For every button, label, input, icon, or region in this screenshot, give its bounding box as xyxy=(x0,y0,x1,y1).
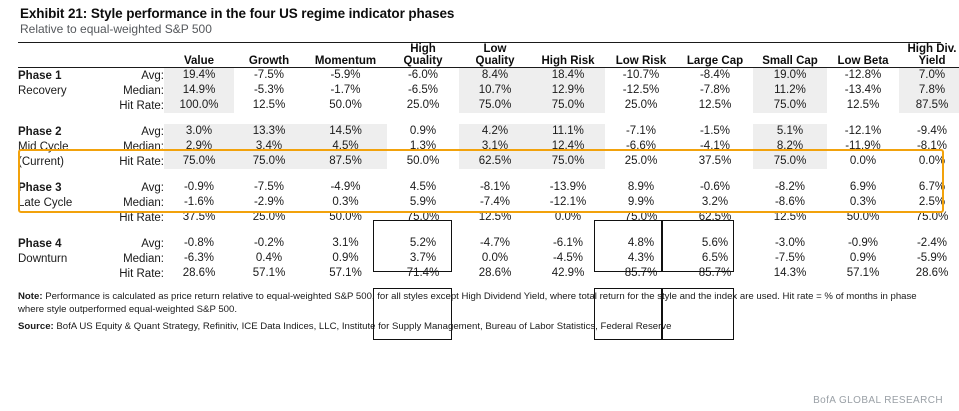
cell-p2-avg-value: 3.0% xyxy=(164,124,234,139)
cell-p3-median-value: -1.6% xyxy=(183,196,215,209)
cell-p2-median-low-risk: -6.6% xyxy=(625,140,657,153)
cell-p2-avg-low-quality: 4.2% xyxy=(459,124,531,139)
cell-p1-median-small-cap: 11.2% xyxy=(753,83,827,98)
table-row xyxy=(18,266,959,281)
cell-p1-avg-small-cap: 19.0% xyxy=(753,68,827,84)
cell-p2-median-low-beta: -11.9% xyxy=(845,140,881,153)
cell-p4-hitrate-high-div-yield: 28.6% xyxy=(915,267,949,280)
cell-p4-median-low-quality: 0.0% xyxy=(481,252,509,265)
cell-p2-median-momentum: 4.5% xyxy=(304,139,387,154)
column-header-low-risk xyxy=(605,43,677,68)
cell-p1-hitrate-high-quality: 25.0% xyxy=(406,99,440,112)
cell-p1-hitrate-low-beta: 12.5% xyxy=(846,99,880,112)
column-header-high-div-yield-line1: High Div. xyxy=(907,43,957,55)
cell-p1-avg-large-cap: -8.4% xyxy=(699,69,731,82)
column-header-value-line1: Value xyxy=(183,55,215,68)
header-spacer-metric xyxy=(92,43,164,68)
phase-sub2-1 xyxy=(18,98,92,113)
column-header-low-beta-line1: Low Beta xyxy=(837,55,889,68)
table-row xyxy=(18,180,959,195)
cell-p2-median-high-quality: 1.3% xyxy=(409,140,437,153)
phase-name-3: Phase 3 xyxy=(18,181,62,194)
cell-p2-hitrate-large-cap: 37.5% xyxy=(698,155,732,168)
cell-p1-avg-growth: -7.5% xyxy=(253,69,285,82)
metric-label-p3-hitrate: Hit Rate: xyxy=(119,211,164,224)
cell-p1-hitrate-large-cap: 12.5% xyxy=(698,99,732,112)
column-header-growth-line1: Growth xyxy=(248,55,290,68)
cell-p4-median-small-cap: -7.5% xyxy=(774,252,806,265)
cell-p3-median-high-div-yield: 2.5% xyxy=(918,196,946,209)
column-header-low-beta xyxy=(827,43,899,68)
cell-p2-hitrate-high-quality: 50.0% xyxy=(406,155,440,168)
column-header-growth xyxy=(234,43,304,68)
cell-p2-hitrate-high-div-yield: 0.0% xyxy=(918,155,946,168)
cell-p1-hitrate-value: 100.0% xyxy=(164,98,234,113)
cell-p2-median-small-cap: 8.2% xyxy=(753,139,827,154)
cell-p3-avg-value: -0.9% xyxy=(183,181,215,194)
cell-p1-avg-low-beta: -12.8% xyxy=(844,69,882,82)
cell-p1-hitrate-high-div-yield: 87.5% xyxy=(899,98,959,113)
cell-p2-avg-small-cap: 5.1% xyxy=(753,124,827,139)
metric-label-p1-avg: Avg: xyxy=(141,69,164,82)
cell-p1-median-momentum: -1.7% xyxy=(330,84,361,97)
page-title: Exhibit 21: Style performance in the four US regime indicator phases xyxy=(20,6,455,21)
cell-p4-avg-momentum: 3.1% xyxy=(332,237,359,250)
cell-p2-median-growth: 3.4% xyxy=(234,139,304,154)
footnote xyxy=(18,291,941,317)
column-header-large-cap-line1: Large Cap xyxy=(686,55,744,68)
phase-sub-4: Downturn xyxy=(18,252,68,265)
cell-p1-median-high-div-yield: 7.8% xyxy=(899,83,959,98)
cell-p4-hitrate-low-beta: 57.1% xyxy=(846,267,880,280)
cell-p4-hitrate-low-quality: 28.6% xyxy=(478,267,512,280)
cell-p3-median-high-quality: 5.9% xyxy=(409,196,437,209)
cell-p2-avg-growth: 13.3% xyxy=(234,124,304,139)
cell-p2-avg-large-cap: -1.5% xyxy=(699,125,731,138)
cell-p3-hitrate-low-risk: 75.0% xyxy=(624,211,658,224)
phase-sub-2: Mid Cycle xyxy=(18,140,69,153)
cell-p4-median-momentum: 0.9% xyxy=(332,252,359,265)
metric-label-p1-median: Median: xyxy=(123,84,164,97)
cell-p2-avg-low-risk: -7.1% xyxy=(625,125,657,138)
cell-p3-median-high-risk: -12.1% xyxy=(549,196,587,209)
cell-p3-median-large-cap: 3.2% xyxy=(701,196,729,209)
cell-p4-hitrate-momentum: 57.1% xyxy=(329,267,362,280)
table-row xyxy=(18,68,959,84)
cell-p1-median-low-quality: 10.7% xyxy=(459,83,531,98)
cell-p3-avg-low-beta: 6.9% xyxy=(849,181,877,194)
row-spacer xyxy=(18,225,959,236)
cell-p4-avg-low-risk: 4.8% xyxy=(627,237,655,250)
table-row xyxy=(18,251,959,266)
cell-p4-median-value: -6.3% xyxy=(183,252,215,265)
cell-p3-avg-high-quality: 4.5% xyxy=(409,181,437,194)
cell-p3-median-small-cap: -8.6% xyxy=(774,196,806,209)
phase-name-4: Phase 4 xyxy=(18,237,62,250)
cell-p4-hitrate-large-cap: 85.7% xyxy=(698,267,732,280)
column-header-low-quality-line1: Low xyxy=(483,43,507,55)
cell-p1-median-growth: -5.3% xyxy=(253,84,285,97)
cell-p1-avg-high-quality: -6.0% xyxy=(407,69,439,82)
metric-label-p2-median: Median: xyxy=(123,140,164,153)
cell-p3-median-low-quality: -7.4% xyxy=(479,196,511,209)
cell-p2-hitrate-high-risk: 75.0% xyxy=(531,154,605,169)
cell-p1-avg-value: 19.4% xyxy=(164,68,234,84)
cell-p1-median-low-beta: -13.4% xyxy=(844,84,882,97)
table-row xyxy=(18,210,959,225)
cell-p4-hitrate-high-quality: 71.4% xyxy=(406,267,440,280)
cell-p3-avg-large-cap: -0.6% xyxy=(699,181,731,194)
cell-p4-avg-high-quality: 5.2% xyxy=(409,237,437,250)
style-performance-table xyxy=(18,43,959,281)
source-label: Source: xyxy=(18,321,54,332)
cell-p2-avg-high-quality: 0.9% xyxy=(409,125,437,138)
header-spacer-phase xyxy=(18,43,92,68)
cell-p4-avg-high-risk: -6.1% xyxy=(552,237,584,250)
phase-sub2-3 xyxy=(18,210,92,225)
cell-p1-median-high-risk: 12.9% xyxy=(531,83,605,98)
column-header-low-quality-line2: Quality xyxy=(475,55,515,68)
row-spacer xyxy=(18,169,959,180)
cell-p1-median-high-quality: -6.5% xyxy=(407,84,439,97)
phase-sub2-2: (Current) xyxy=(18,155,65,168)
column-header-high-quality xyxy=(387,43,459,68)
cell-p3-hitrate-small-cap: 12.5% xyxy=(773,211,807,224)
cell-p4-avg-low-beta: -0.9% xyxy=(847,237,879,250)
phase-name-2: Phase 2 xyxy=(18,125,62,138)
cell-p4-hitrate-small-cap: 14.3% xyxy=(773,267,807,280)
cell-p2-median-value: 2.9% xyxy=(164,139,234,154)
cell-p2-hitrate-low-quality: 62.5% xyxy=(459,154,531,169)
cell-p4-median-high-quality: 3.7% xyxy=(409,252,437,265)
cell-p1-median-large-cap: -7.8% xyxy=(699,84,731,97)
cell-p3-median-growth: -2.9% xyxy=(253,196,285,209)
cell-p4-avg-growth: -0.2% xyxy=(253,237,285,250)
cell-p4-avg-high-div-yield: -2.4% xyxy=(916,237,948,250)
column-header-high-risk-line1: High Risk xyxy=(541,55,595,68)
cell-p4-median-high-risk: -4.5% xyxy=(552,252,584,265)
cell-p2-hitrate-value: 75.0% xyxy=(164,154,234,169)
cell-p3-hitrate-high-quality: 75.0% xyxy=(406,211,440,224)
brand-footer: BofA GLOBAL RESEARCH xyxy=(813,395,943,406)
metric-label-p3-median: Median: xyxy=(123,196,164,209)
cell-p3-median-low-beta: 0.3% xyxy=(849,196,877,209)
column-header-low-risk-line1: Low Risk xyxy=(615,55,667,68)
cell-p2-median-high-risk: 12.4% xyxy=(531,139,605,154)
cell-p2-median-large-cap: -4.1% xyxy=(699,140,731,153)
metric-label-p4-avg: Avg: xyxy=(141,237,164,250)
cell-p2-hitrate-momentum: 87.5% xyxy=(304,154,387,169)
cell-p3-hitrate-value: 37.5% xyxy=(182,211,216,224)
cell-p4-hitrate-high-risk: 42.9% xyxy=(551,267,585,280)
cell-p3-hitrate-momentum: 50.0% xyxy=(329,211,362,224)
column-header-small-cap xyxy=(753,43,827,68)
cell-p1-hitrate-momentum: 50.0% xyxy=(329,99,362,112)
cell-p2-median-low-quality: 3.1% xyxy=(459,139,531,154)
cell-p4-avg-low-quality: -4.7% xyxy=(479,237,511,250)
cell-p1-hitrate-small-cap: 75.0% xyxy=(753,98,827,113)
column-header-high-risk xyxy=(531,43,605,68)
cell-p1-avg-low-quality: 8.4% xyxy=(459,68,531,84)
cell-p3-avg-small-cap: -8.2% xyxy=(774,181,806,194)
cell-p2-hitrate-small-cap: 75.0% xyxy=(753,154,827,169)
cell-p4-median-low-risk: 4.3% xyxy=(627,252,655,265)
cell-p4-median-high-div-yield: -5.9% xyxy=(916,252,948,265)
table-row xyxy=(18,83,959,98)
table-row xyxy=(18,195,959,210)
cell-p2-hitrate-low-risk: 25.0% xyxy=(624,155,658,168)
cell-p1-avg-low-risk: -10.7% xyxy=(622,69,660,82)
row-spacer xyxy=(18,113,959,124)
column-header-momentum xyxy=(304,43,387,68)
column-header-low-quality xyxy=(459,43,531,68)
column-header-high-div-yield-line2: Yield xyxy=(918,55,946,68)
cell-p3-avg-momentum: -4.9% xyxy=(330,181,361,194)
cell-p2-avg-high-risk: 11.1% xyxy=(531,124,605,139)
metric-label-p2-hitrate: Hit Rate: xyxy=(119,155,164,168)
cell-p3-hitrate-large-cap: 62.5% xyxy=(698,211,732,224)
cell-p1-hitrate-high-risk: 75.0% xyxy=(531,98,605,113)
cell-p3-hitrate-low-quality: 12.5% xyxy=(478,211,512,224)
column-header-high-div-yield xyxy=(899,43,959,68)
cell-p3-median-momentum: 0.3% xyxy=(332,196,359,209)
page-subtitle: Relative to equal-weighted S&P 500 xyxy=(20,22,212,36)
metric-label-p3-avg: Avg: xyxy=(141,181,164,194)
table-row xyxy=(18,124,959,139)
table-row xyxy=(18,236,959,251)
table-row xyxy=(18,98,959,113)
cell-p2-hitrate-growth: 75.0% xyxy=(234,154,304,169)
metric-label-p1-hitrate: Hit Rate: xyxy=(119,99,164,112)
cell-p4-hitrate-low-risk: 85.7% xyxy=(624,267,658,280)
footnote-label: Note: xyxy=(18,291,43,303)
cell-p1-hitrate-growth: 12.5% xyxy=(252,99,286,112)
column-header-momentum-line1: Momentum xyxy=(314,55,377,68)
cell-p1-hitrate-low-risk: 25.0% xyxy=(624,99,658,112)
cell-p4-hitrate-value: 28.6% xyxy=(182,267,216,280)
table-header-row xyxy=(18,43,959,68)
cell-p4-median-large-cap: 6.5% xyxy=(701,252,729,265)
cell-p3-hitrate-growth: 25.0% xyxy=(252,211,286,224)
source-line xyxy=(18,321,941,332)
cell-p3-avg-low-risk: 8.9% xyxy=(627,181,655,194)
cell-p3-hitrate-high-div-yield: 75.0% xyxy=(915,211,949,224)
metric-label-p2-avg: Avg: xyxy=(141,125,164,138)
cell-p4-avg-large-cap: 5.6% xyxy=(701,237,729,250)
cell-p4-median-growth: 0.4% xyxy=(255,252,283,265)
cell-p2-median-high-div-yield: -8.1% xyxy=(916,140,948,153)
cell-p3-avg-growth: -7.5% xyxy=(253,181,285,194)
cell-p4-avg-small-cap: -3.0% xyxy=(774,237,806,250)
cell-p3-avg-high-div-yield: 6.7% xyxy=(918,181,946,194)
metric-label-p4-median: Median: xyxy=(123,252,164,265)
cell-p2-avg-high-div-yield: -9.4% xyxy=(916,125,948,138)
cell-p2-avg-momentum: 14.5% xyxy=(304,124,387,139)
cell-p1-avg-high-risk: 18.4% xyxy=(531,68,605,84)
column-header-small-cap-line1: Small Cap xyxy=(762,55,818,68)
cell-p2-avg-low-beta: -12.1% xyxy=(844,125,882,138)
column-header-high-quality-line2: Quality xyxy=(403,55,443,68)
cell-p1-avg-high-div-yield: 7.0% xyxy=(899,68,959,84)
cell-p1-median-value: 14.9% xyxy=(164,83,234,98)
column-header-value xyxy=(164,43,234,68)
cell-p1-hitrate-low-quality: 75.0% xyxy=(459,98,531,113)
phase-sub-3: Late Cycle xyxy=(18,196,73,209)
source-text: BofA US Equity & Quant Strategy, Refinitiv, ICE Data Indices, LLC, Institute for Supply Management, Bureau of Labor Statistics, Federal Reserve xyxy=(56,321,672,332)
metric-label-p4-hitrate: Hit Rate: xyxy=(119,267,164,280)
cell-p3-hitrate-low-beta: 50.0% xyxy=(846,211,880,224)
cell-p2-hitrate-low-beta: 0.0% xyxy=(849,155,877,168)
table-row xyxy=(18,154,959,169)
table-row xyxy=(18,139,959,154)
phase-name-1: Phase 1 xyxy=(18,69,62,82)
column-header-high-quality-line1: High xyxy=(410,43,436,55)
cell-p3-hitrate-high-risk: 0.0% xyxy=(554,211,582,224)
cell-p1-avg-momentum: -5.9% xyxy=(330,69,361,82)
phase-sub2-4 xyxy=(18,266,92,281)
cell-p3-median-low-risk: 9.9% xyxy=(627,196,655,209)
cell-p3-avg-high-risk: -13.9% xyxy=(549,181,587,194)
column-header-large-cap xyxy=(677,43,753,68)
cell-p3-avg-low-quality: -8.1% xyxy=(479,181,511,194)
cell-p4-hitrate-growth: 57.1% xyxy=(252,267,286,280)
cell-p4-median-low-beta: 0.9% xyxy=(849,252,877,265)
phase-sub-1: Recovery xyxy=(18,84,67,97)
footnote-text: Performance is calculated as price return relative to equal-weighted S&P 500, for all styles except High Dividend Yield, where total return for the style and the index are used. Hit rate = % of months in phase where style outperformed equal-weighted S&P 500. xyxy=(18,291,917,316)
cell-p1-median-low-risk: -12.5% xyxy=(622,84,660,97)
cell-p4-avg-value: -0.8% xyxy=(183,237,215,250)
